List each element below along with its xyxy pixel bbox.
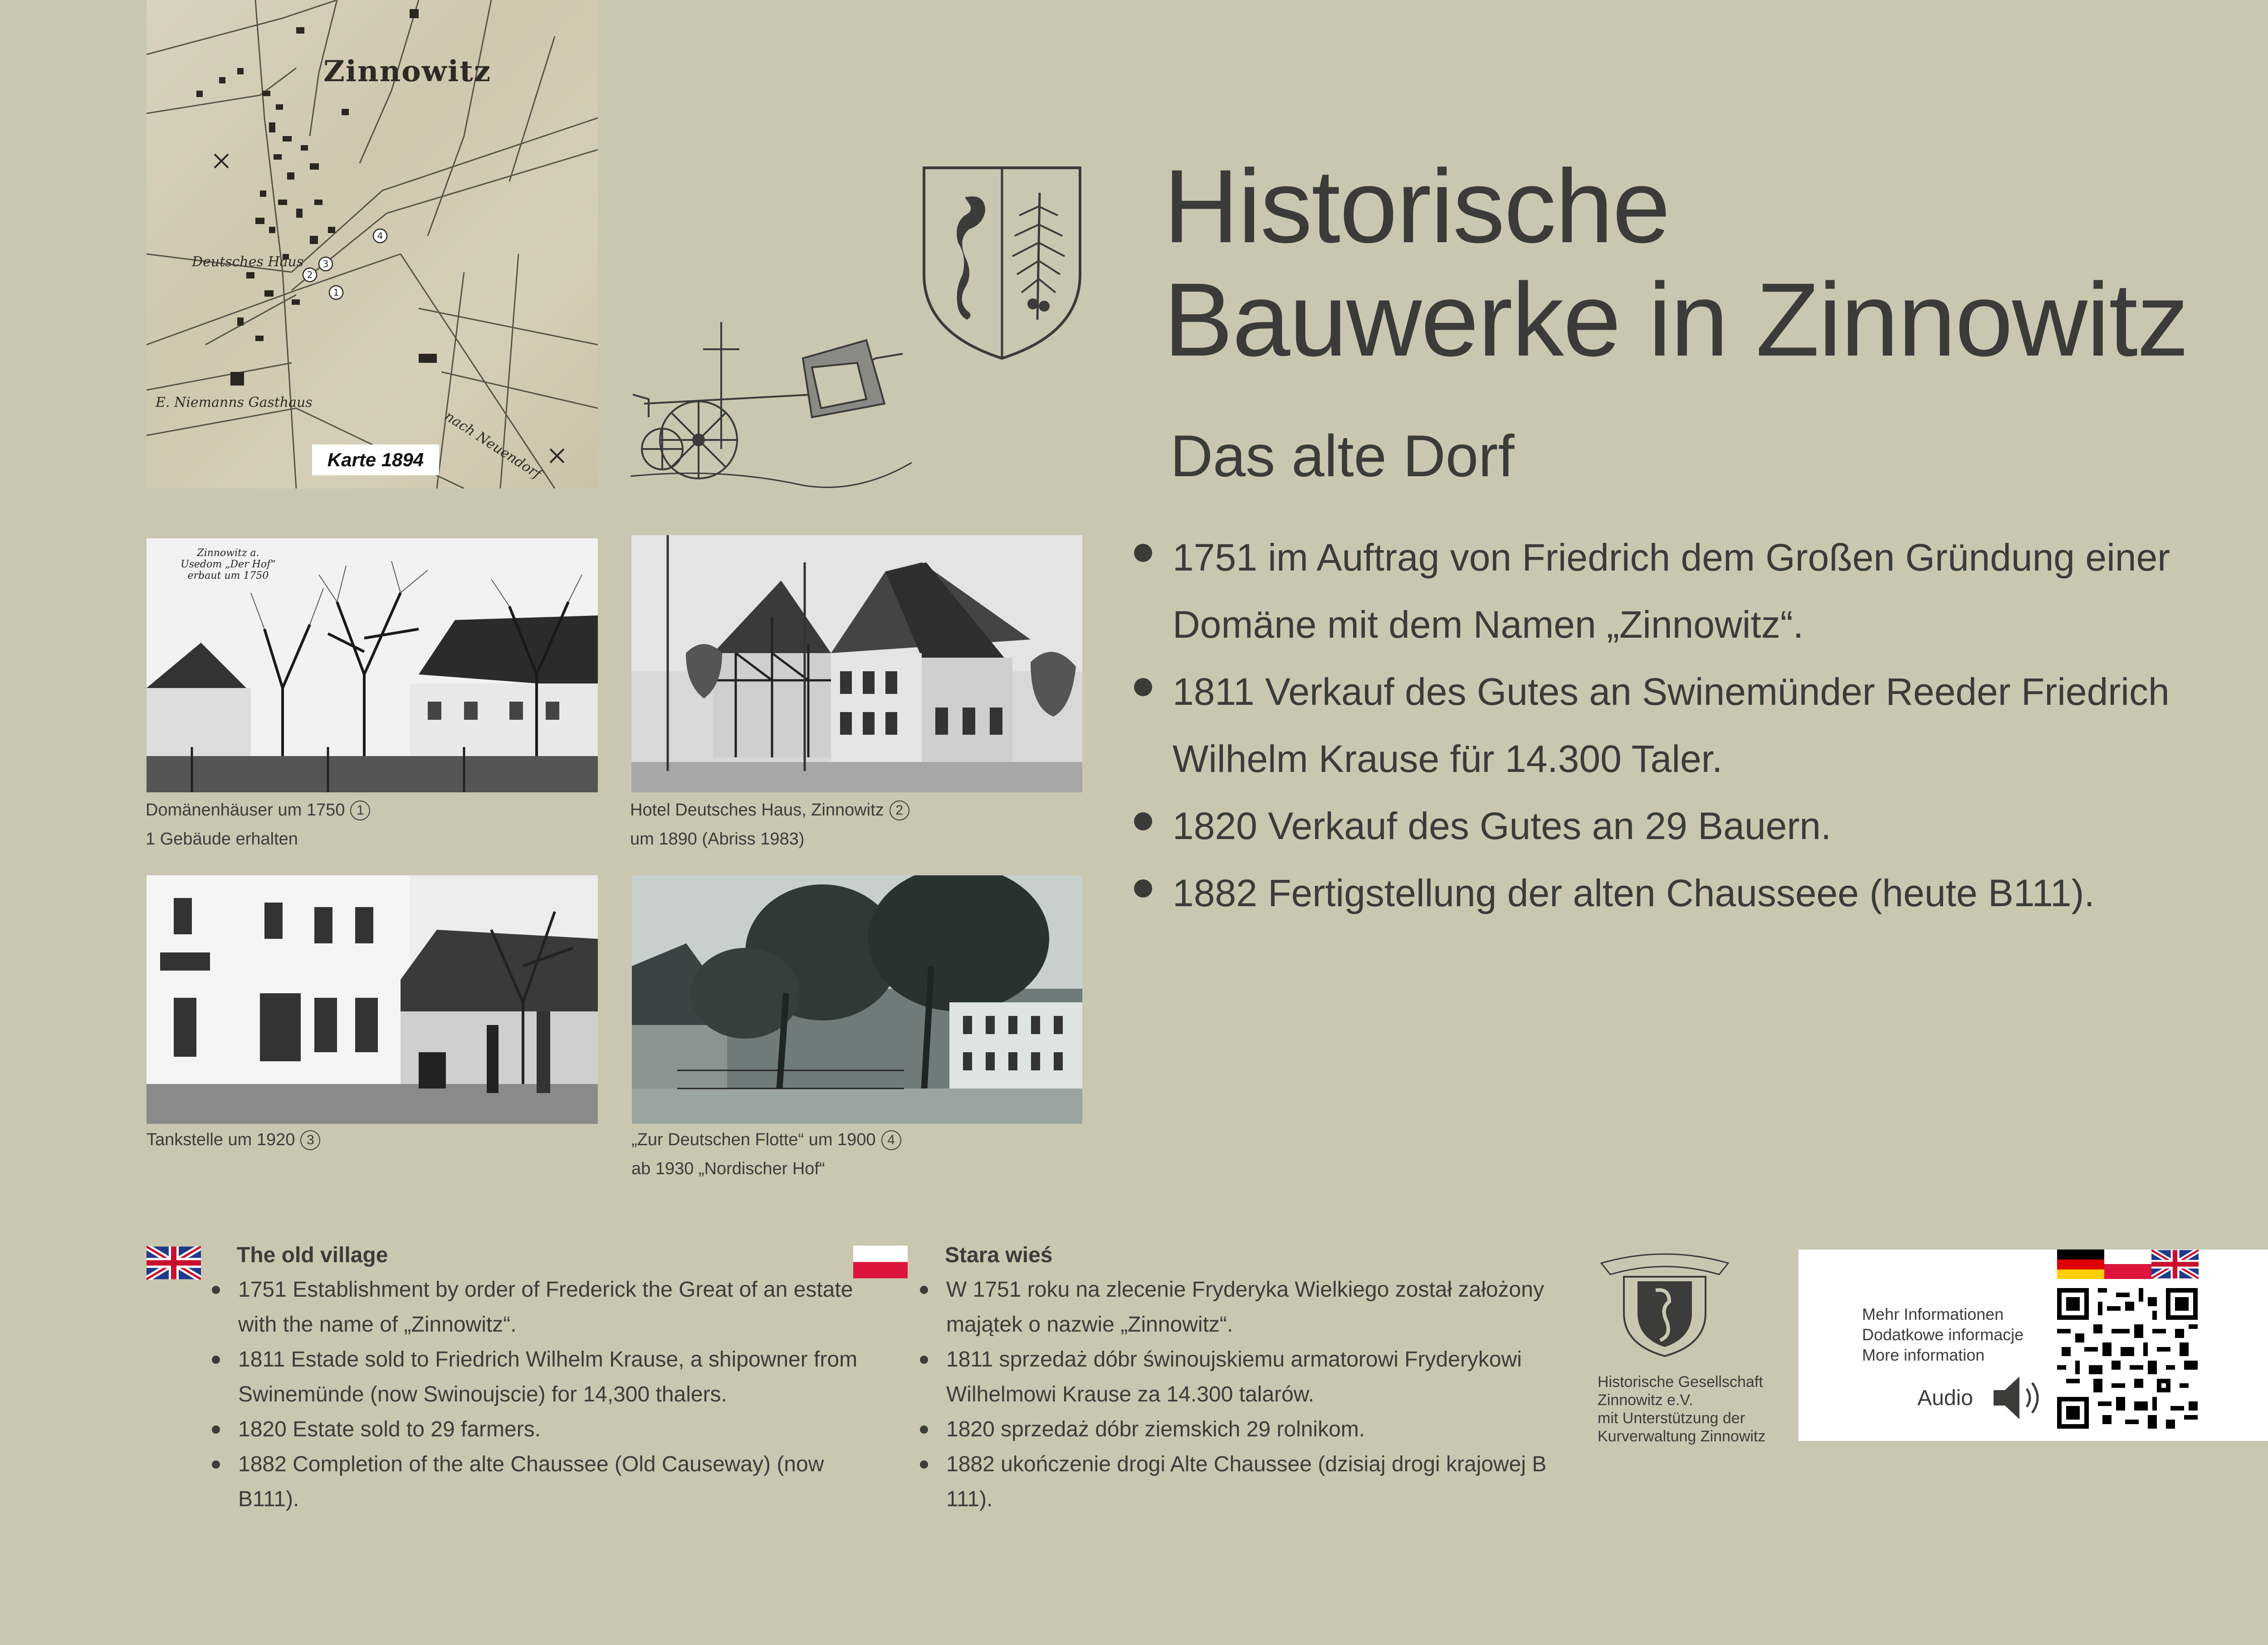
- photo-zur-deutschen-flotte: [632, 875, 1082, 1124]
- polish-list-item: 1820 sprzedaż dóbr ziemskich 29 rolnikom.: [924, 1412, 1572, 1447]
- historic-map-1894: [147, 0, 598, 488]
- marker-1: 1: [350, 801, 370, 820]
- marker-2: 2: [890, 801, 909, 820]
- polish-list-item: 1882 ukończenie drogi Alte Chaussee (dzisiaj drogi krajowej B 111).: [924, 1447, 1572, 1517]
- svg-text:1: 1: [333, 287, 339, 298]
- main-list-item: 1882 Fertigstellung der alten Chausseee (heute B111).: [1134, 859, 2245, 927]
- polish-title: Stara wieś: [945, 1243, 1053, 1267]
- germany-flag-icon[interactable]: [2057, 1250, 2104, 1279]
- page-subtitle: Das alte Dorf: [1170, 423, 1515, 489]
- main-list-item: 1820 Verkauf des Gutes an 29 Bauern.: [1134, 792, 2245, 859]
- english-list-item: 1882 Completion of the alte Chaussee (Old Causeway) (now B111).: [215, 1447, 864, 1517]
- photo-caption-4: „Zur Deutschen Flotte“ um 1900 4 ab 1930 „Nordischer Hof“: [631, 1125, 901, 1183]
- map-label-niemann: E. Niemanns Gasthaus: [156, 395, 313, 410]
- photo-caption-3: Tankstelle um 1920 3: [147, 1125, 320, 1154]
- main-list: [1134, 524, 2245, 927]
- polish-list: [924, 1272, 1572, 1517]
- map-title: Zinnowitz: [323, 54, 492, 88]
- polish-list-item: W 1751 roku na zlecenie Fryderyka Wielkiego został założony majątek o nazwie „Zinnowitz“.: [924, 1272, 1572, 1342]
- page-title-line2: Bauwerke in Zinnowitz: [1163, 261, 2189, 378]
- svg-text:2: 2: [307, 269, 313, 280]
- english-list-item: 1811 Estade sold to Friedrich Wilhelm Krause, a shipowner from Swinemünde (now Swinoujscie) for 14,300 thalers.: [215, 1342, 864, 1412]
- photo-gas-station: [147, 875, 598, 1124]
- poland-flag-icon: [853, 1245, 908, 1279]
- english-title: The old village: [237, 1243, 388, 1267]
- photo-hotel-deutsches-haus: [631, 535, 1082, 792]
- speaker-icon[interactable]: [1991, 1373, 2046, 1423]
- map-label-neuendorf: nach Neuendorf: [441, 408, 544, 483]
- plough-illustration: [631, 313, 912, 494]
- english-list-item: 1751 Establishment by order of Frederick the Great of an estate with the name of „Zinnowitz“.: [215, 1272, 864, 1342]
- map-caption: Karte 1894: [312, 444, 439, 475]
- society-credit: Historische Gesellschaft Zinnowitz e.V. mit Unterstützung der Kurverwaltung Zinnowitz: [1598, 1373, 1766, 1445]
- uk-flag-icon: [147, 1246, 201, 1280]
- svg-text:3: 3: [323, 259, 329, 269]
- page-title-line1: Historische: [1163, 148, 1670, 264]
- audio-label[interactable]: Audio: [1917, 1386, 1973, 1410]
- page-title: [1163, 150, 2188, 376]
- marker-4: 4: [881, 1130, 901, 1150]
- main-list-item: 1751 im Auftrag von Friedrich dem Großen Gründung einer Domäne mit dem Namen „Zinnowitz“.: [1134, 524, 2245, 658]
- polish-list-item: 1811 sprzedaż dóbr świnoujskiemu armatorowi Fryderykowi Wilhelmowi Krause za 14.300 talarów.: [924, 1342, 1572, 1412]
- photo-caption-2: Hotel Deutsches Haus, Zinnowitz 2 um 1890 (Abriss 1983): [630, 796, 909, 854]
- info-box: [1799, 1250, 2268, 1441]
- uk-flag-small-icon[interactable]: [2151, 1250, 2199, 1279]
- qr-code[interactable]: [2057, 1288, 2198, 1429]
- society-seal-icon: [1592, 1250, 1737, 1358]
- photo-domain-houses: [147, 538, 598, 792]
- english-list-item: 1820 Estate sold to 29 farmers.: [215, 1412, 864, 1447]
- marker-3: 3: [300, 1130, 320, 1150]
- info-text: Mehr Informationen Dodatkowe informacje More information: [1862, 1305, 2024, 1364]
- photo-inscription: Zinnowitz a. Usedom „Der Hof“ erbaut um 1750: [181, 547, 276, 581]
- svg-text:4: 4: [377, 230, 383, 241]
- photo-caption-1: Domänenhäuser um 1750 1 1 Gebäude erhalten: [146, 796, 370, 854]
- main-list-item: 1811 Verkauf des Gutes an Swinemünder Reeder Friedrich Wilhelm Krause für 14.300 Taler.: [1134, 658, 2245, 792]
- map-label-deutsches-haus: Deutsches Haus: [192, 254, 304, 270]
- english-list: [215, 1272, 864, 1517]
- poland-flag-small-icon[interactable]: [2104, 1250, 2151, 1279]
- coat-of-arms-icon: [922, 166, 1082, 361]
